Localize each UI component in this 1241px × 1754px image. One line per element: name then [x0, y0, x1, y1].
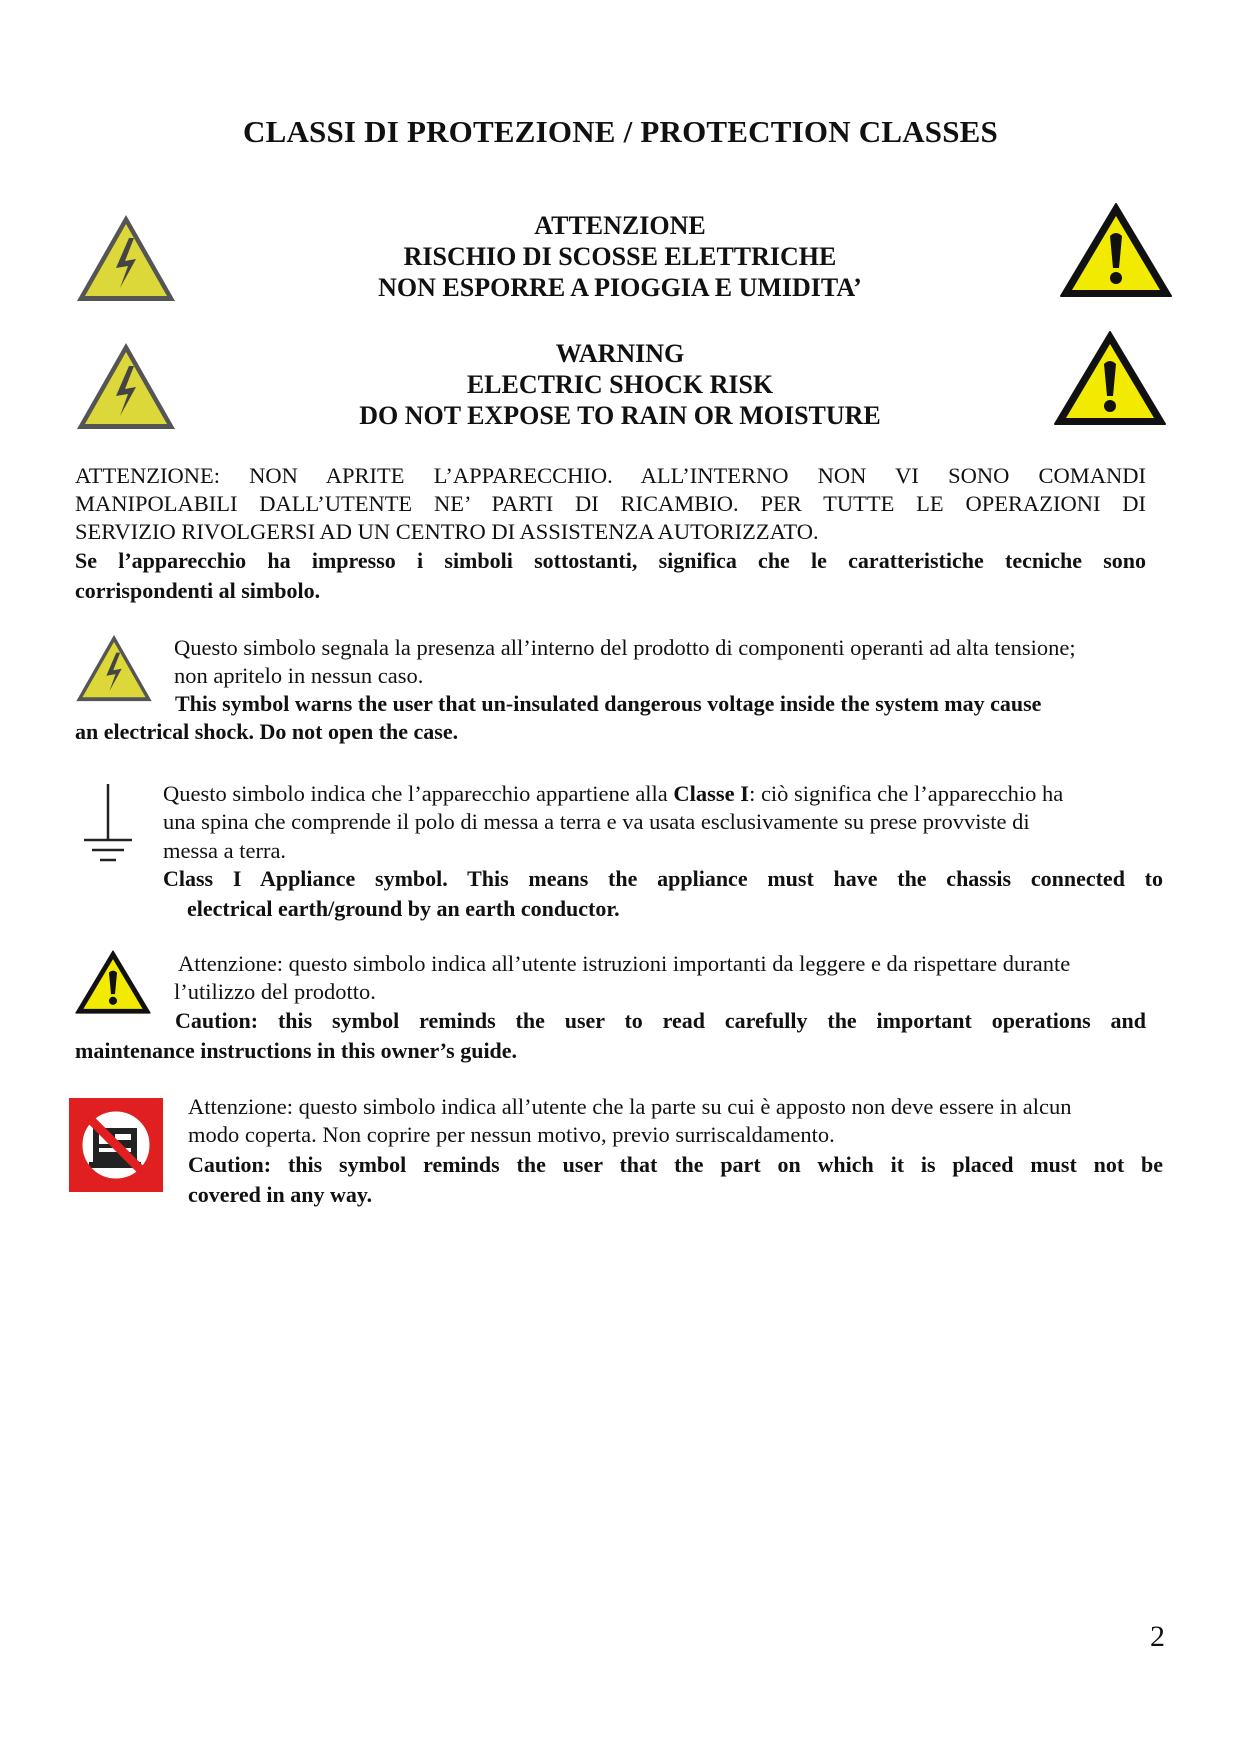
notice-line: ATTENZIONE: NON APRITE L’APPARECCHIO. ALL’INTERNO NON VI SONO COMANDI — [75, 463, 1146, 488]
description-line: Caution: this symbol reminds the user to read carefully the important operations and — [175, 1008, 1146, 1033]
description-line: an electrical shock. Do not open the case. — [75, 719, 459, 744]
caution-symbol-description-en — [75, 1006, 1146, 1066]
caution-symbol-description-it — [174, 950, 1168, 1006]
description-line: messa a terra. — [163, 838, 287, 863]
exclamation-warning-icon — [1058, 200, 1174, 300]
warning-block-italian — [300, 210, 940, 303]
description-line: una spina che comprende il polo di messa a terra e va usata esclusivamente su prese provviste di — [163, 809, 1030, 834]
description-line: l’utilizzo del prodotto. — [174, 979, 376, 1004]
nocover-symbol-description-it — [188, 1093, 1163, 1149]
description-line: maintenance instructions in this owner’s guide. — [75, 1038, 518, 1063]
warning-block-english — [300, 338, 940, 431]
description-text: Questo simbolo indica che l’apparecchio appartiene alla — [163, 781, 674, 806]
voltage-symbol-description-en — [75, 690, 1155, 746]
description-line: Class I Appliance symbol. This means the appliance must have the chassis connected to — [163, 866, 1163, 891]
description-line: covered in any way. — [188, 1182, 373, 1207]
earth-ground-icon — [80, 782, 136, 866]
notice-line: SERVIZIO RIVOLGERSI AD UN CENTRO DI ASSISTENZA AUTORIZZATO. — [75, 519, 819, 544]
description-line: electrical earth/ground by an earth conductor. — [187, 896, 620, 921]
description-line: Attenzione: questo simbolo indica all’utente che la parte su cui è apposto non deve essere in alcun — [188, 1094, 1072, 1119]
notice-bold-line: corrispondenti al simbolo. — [75, 578, 321, 603]
do-not-cover-icon — [69, 1098, 163, 1192]
warning-line: RISCHIO DI SCOSSE ELETTRICHE — [403, 242, 837, 271]
description-line: modo coperta. Non coprire per nessun motivo, previo surriscaldamento. — [188, 1122, 835, 1147]
notice-paragraph — [75, 462, 1146, 606]
notice-line: MANIPOLABILI DALL’UTENTE NE’ PARTI DI RICAMBIO. PER TUTTE LE OPERAZIONI DI — [75, 491, 1146, 516]
class1-symbol-description-en — [163, 864, 1163, 924]
voltage-symbol-description-it — [174, 634, 1164, 690]
page-number: 2 — [1150, 1620, 1165, 1653]
class1-symbol-description-it — [163, 780, 1163, 866]
description-line: Caution: this symbol reminds the user that the part on which it is placed must not be — [188, 1152, 1163, 1177]
warning-line: ELECTRIC SHOCK RISK — [466, 370, 774, 399]
description-line: Attenzione: questo simbolo indica all’utente istruzioni importanti da leggere e da rispettare durante — [178, 951, 1071, 976]
warning-line: WARNING — [555, 339, 685, 368]
description-text: : ciò significa che l’apparecchio ha — [749, 781, 1064, 806]
exclamation-warning-icon — [1052, 328, 1168, 428]
high-voltage-warning-icon — [74, 212, 178, 304]
description-line: This symbol warns the user that un-insulated dangerous voltage inside the system may cause — [175, 691, 1042, 716]
class-label: Classe I — [673, 781, 750, 806]
nocover-symbol-description-en — [188, 1150, 1163, 1210]
high-voltage-warning-icon — [74, 340, 178, 432]
warning-line: NON ESPORRE A PIOGGIA E UMIDITA’ — [378, 273, 862, 302]
description-line: Questo simbolo segnala la presenza all’interno del prodotto di componenti operanti ad alta tensione; — [174, 635, 1076, 660]
description-line: non apritelo in nessun caso. — [174, 663, 424, 688]
notice-bold-line: Se l’apparecchio ha impresso i simboli sottostanti, significa che le caratteristiche tecniche sono — [75, 548, 1146, 573]
page-title: CLASSI DI PROTEZIONE / PROTECTION CLASSES — [243, 114, 998, 149]
warning-line: ATTENZIONE — [534, 211, 706, 240]
warning-line: DO NOT EXPOSE TO RAIN OR MOISTURE — [359, 401, 881, 430]
